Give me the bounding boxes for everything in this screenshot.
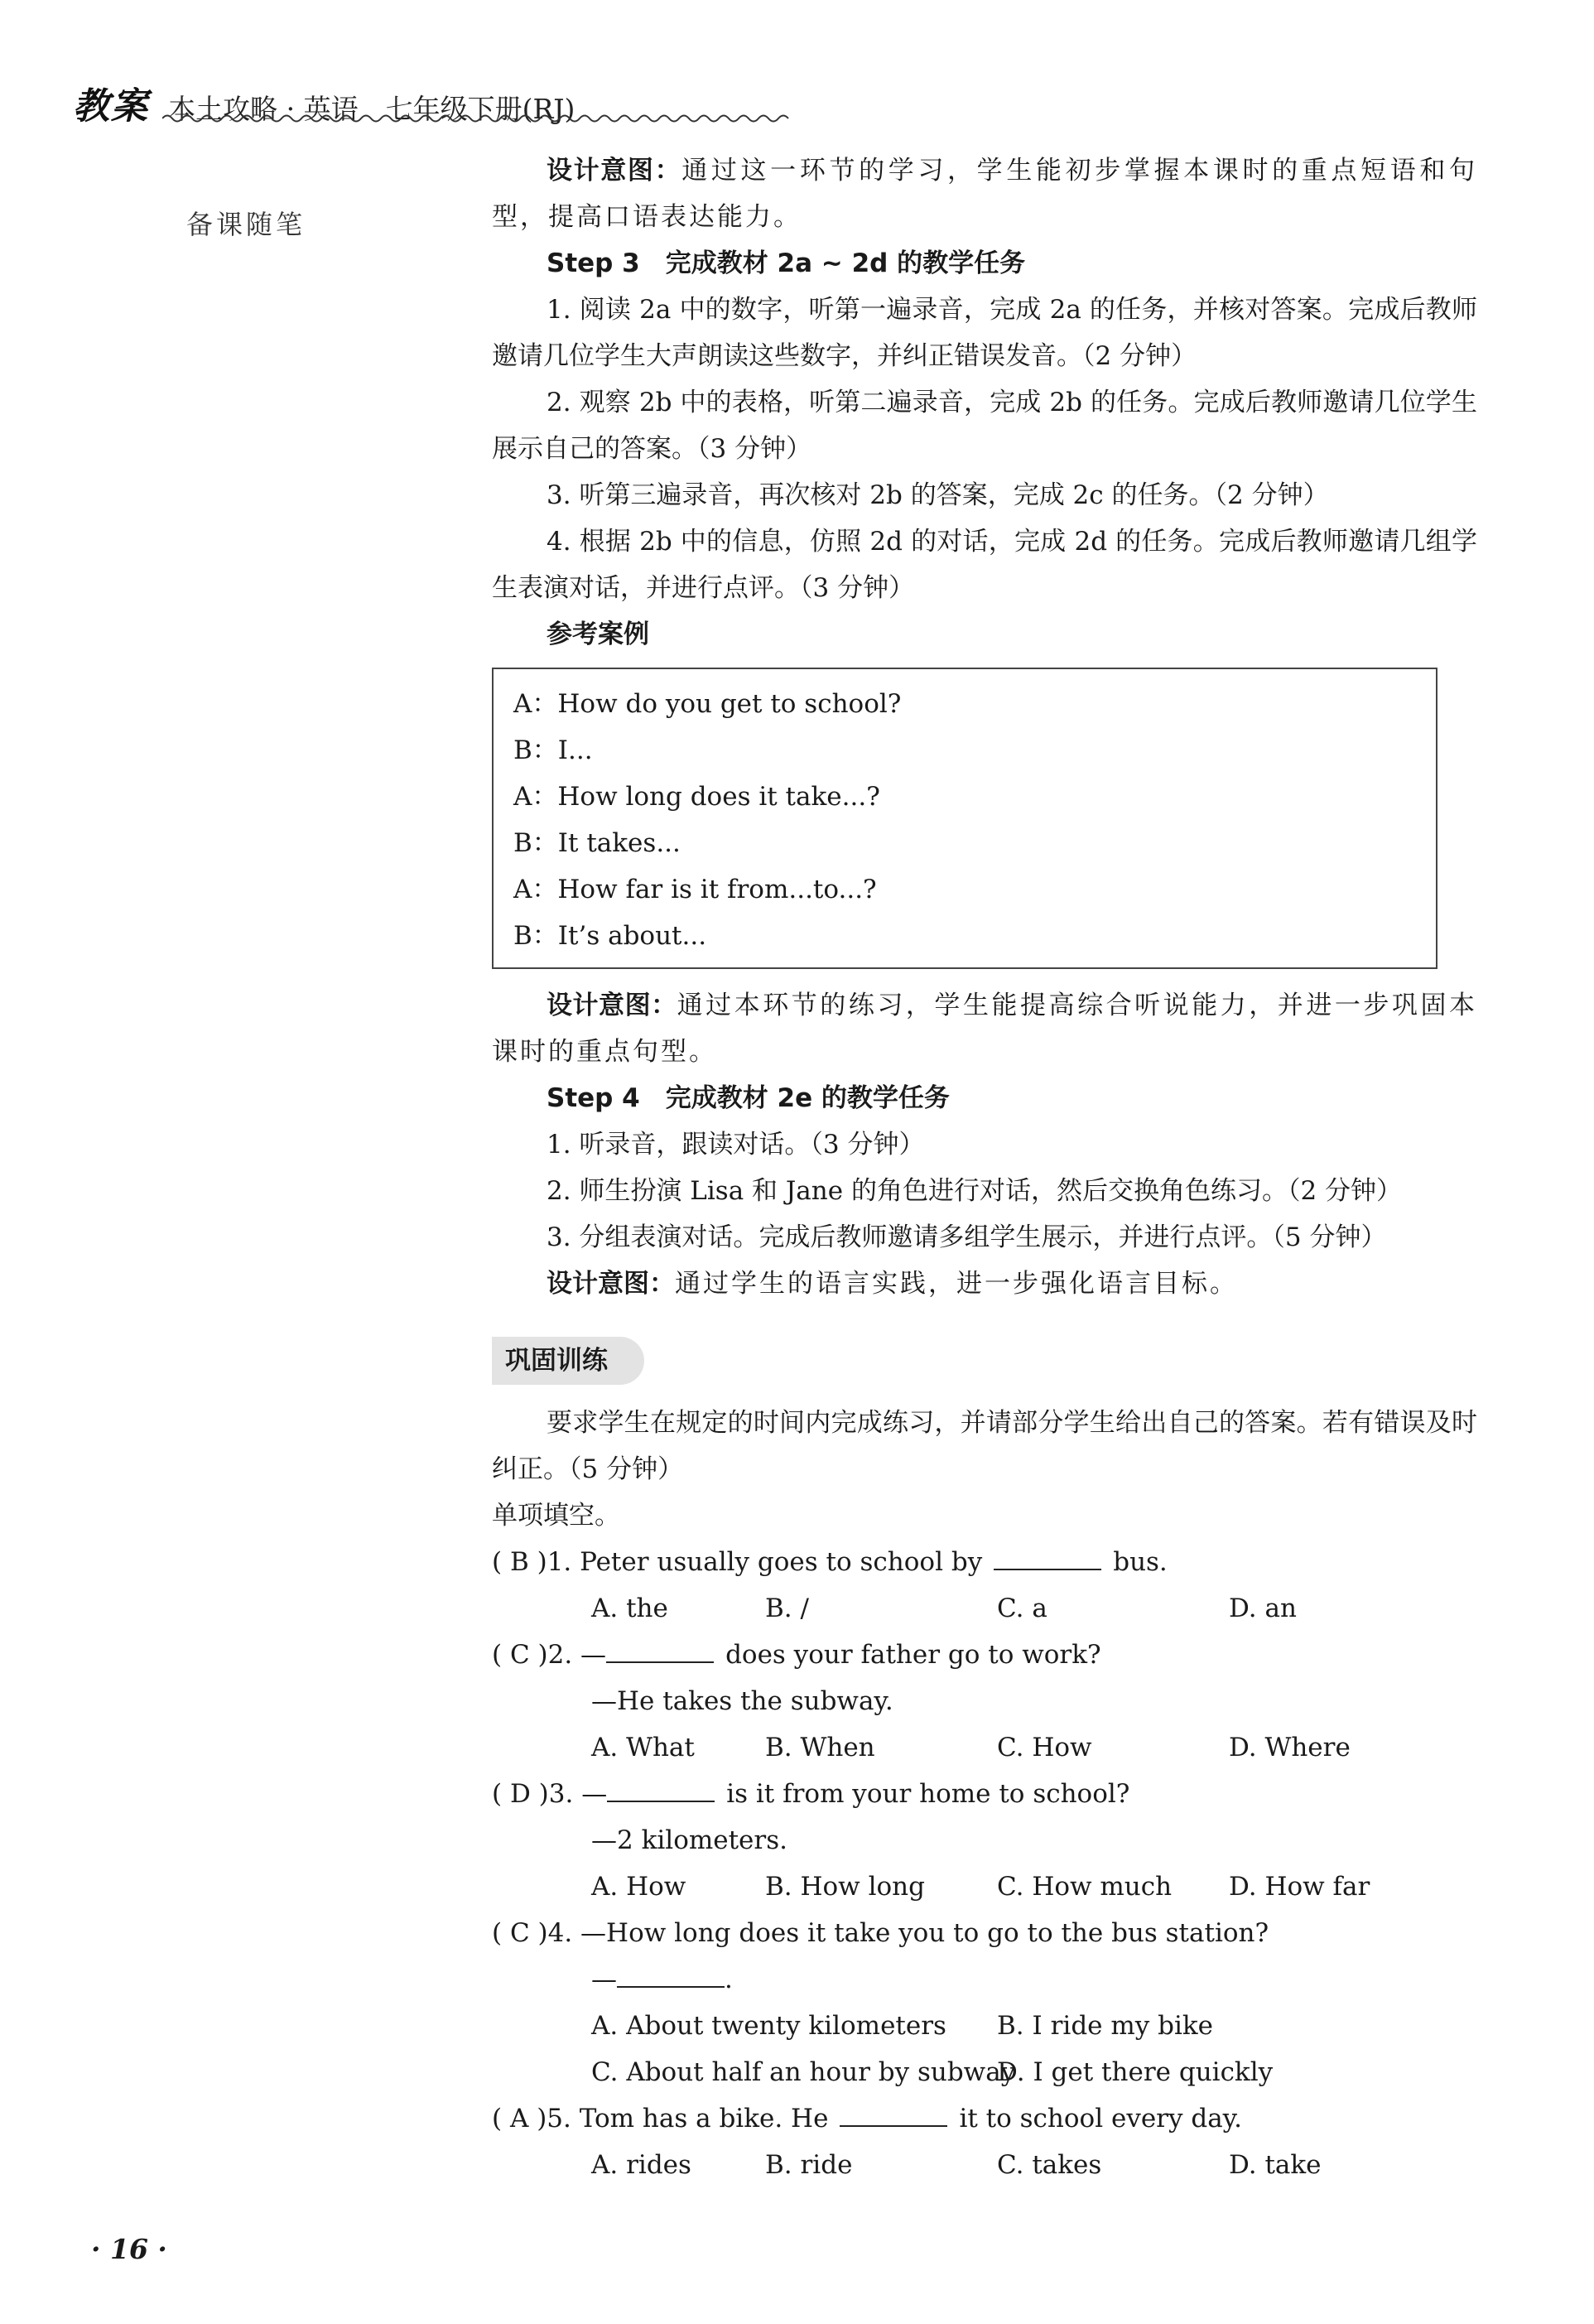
question-5 <box>492 2095 1477 2142</box>
option-a: A. rides <box>591 2150 691 2180</box>
dialogue-line: A：How far is it from...to...? <box>513 875 877 904</box>
option-a: A. the <box>591 1594 668 1623</box>
design-intent-text: 通过学生的语言实践，进一步强化语言目标。 <box>675 1269 1238 1299</box>
design-intent-label: 设计意图： <box>547 156 682 186</box>
question-stem-end: is it from your home to school? <box>726 1779 1130 1809</box>
question-4-options-row-1 <box>492 2003 1477 2049</box>
question-4-reply <box>492 1956 1477 2003</box>
reference-title: 参考案例 <box>547 620 649 649</box>
dialogue-line: B：It’s about... <box>513 921 707 951</box>
step3-item-4: 4. 根据 2b 中的信息，仿照 2d 的对话，完成 2d 的任务。完成后教师邀请几组学生表演对话，并进行点评。（3 分钟） <box>492 527 1477 603</box>
dialogue-line: A：How long does it take...? <box>513 782 880 812</box>
answer-blank <box>617 1961 725 1988</box>
question-answer: ( C ) <box>492 1918 548 1948</box>
question-1 <box>492 1539 1477 1585</box>
question-stem: 4. —How long does it take you to go to the bus station? <box>547 1918 1269 1948</box>
question-3-reply: —2 kilometers. <box>591 1825 787 1855</box>
reference-dialogue-box <box>492 668 1437 969</box>
design-intent-text: 通过这一环节的学习，学生能初步掌握本课时的重点短语和句型，提高口语表达能力。 <box>492 156 1478 232</box>
design-intent-2 <box>492 982 1477 1075</box>
option-c: C. a <box>997 1594 1047 1623</box>
question-answer: ( B ) <box>492 1547 547 1577</box>
option-a: A. About twenty kilometers <box>591 2011 946 2041</box>
design-intent-3 <box>492 1261 1477 1307</box>
option-c: C. takes <box>997 2150 1102 2180</box>
question-stem-end: bus. <box>1113 1547 1168 1577</box>
answer-blank <box>994 1544 1101 1570</box>
answer-blank <box>840 2100 947 2127</box>
option-b: B. I ride my bike <box>997 2011 1214 2041</box>
design-intent-label: 设计意图： <box>547 1269 675 1299</box>
option-d: D. an <box>1229 1594 1297 1623</box>
question-stem: 3. — <box>548 1779 608 1809</box>
question-stem: 5. Tom has a bike. He <box>547 2104 829 2134</box>
section-tag-practice: 巩固训练 <box>492 1337 644 1385</box>
question-answer: ( C ) <box>492 1640 548 1670</box>
question-2 <box>492 1632 1477 1678</box>
main-content <box>492 147 1477 2188</box>
question-stem: 2. — <box>547 1640 607 1670</box>
page-number: · 16 · <box>91 2233 167 2265</box>
practice-intro: 要求学生在规定的时间内完成练习，并请部分学生给出自己的答案。若有错误及时纠正。（5 分钟） <box>492 1408 1477 1484</box>
dialogue-line: B：I... <box>513 735 593 765</box>
answer-blank <box>607 1776 715 1802</box>
option-c: C. About half an hour by subway <box>591 2057 1016 2087</box>
question-answer: ( D ) <box>492 1779 549 1809</box>
question-4 <box>492 1910 1477 1956</box>
header-subtitle: 本土攻略 · 英语 七年级下册(RJ) <box>168 93 575 125</box>
option-b: B. / <box>765 1594 809 1623</box>
design-intent-text: 通过本环节的练习，学生能提高综合听说能力，并进一步巩固本课时的重点句型。 <box>492 991 1477 1067</box>
header-wave-underline <box>162 113 792 124</box>
step4-item-3: 3. 分组表演对话。完成后教师邀请多组学生展示，并进行点评。（5 分钟） <box>547 1222 1387 1252</box>
page-header <box>73 76 575 126</box>
option-a: A. How <box>591 1872 686 1902</box>
design-intent-label: 设计意图： <box>547 991 677 1020</box>
question-3 <box>492 1771 1477 1817</box>
option-c: C. How <box>997 1733 1092 1762</box>
option-d: D. How far <box>1229 1872 1370 1902</box>
question-3-options <box>492 1864 1477 1910</box>
header-brand: 教案 <box>73 85 149 128</box>
option-b: B. When <box>765 1733 875 1762</box>
question-5-options <box>492 2142 1477 2188</box>
option-d: D. Where <box>1229 1733 1351 1762</box>
question-stem-end: does your father go to work? <box>725 1640 1101 1670</box>
step4-item-1: 1. 听录音，跟读对话。（3 分钟） <box>547 1130 925 1160</box>
reply-dash: — <box>591 1965 617 1994</box>
margin-note: 备课随笔 <box>186 209 306 240</box>
practice-subtitle: 单项填空。 <box>492 1501 620 1531</box>
question-answer: ( A ) <box>492 2104 547 2134</box>
question-1-options <box>492 1585 1477 1632</box>
design-intent-1 <box>492 147 1477 240</box>
option-b: B. How long <box>765 1872 925 1902</box>
step3-item-1: 1. 阅读 2a 中的数字，听第一遍录音，完成 2a 的任务，并核对答案。完成后教师邀请几位学生大声朗读这些数字，并纠正错误发音。（2 分钟） <box>492 295 1477 371</box>
option-a: A. What <box>591 1733 695 1762</box>
option-b: B. ride <box>765 2150 853 2180</box>
question-4-options-row-2 <box>492 2049 1477 2095</box>
step3-item-2: 2. 观察 2b 中的表格，听第二遍录音，完成 2b 的任务。完成后教师邀请几位学生展示自己的答案。（3 分钟） <box>492 388 1477 464</box>
question-2-options <box>492 1724 1477 1771</box>
step3-title: Step 3 完成教材 2a ~ 2d 的教学任务 <box>547 248 1026 278</box>
reply-end: . <box>725 1965 733 1994</box>
step4-item-2: 2. 师生扮演 Lisa 和 Jane 的角色进行对话，然后交换角色练习。（2 分钟） <box>547 1176 1403 1206</box>
dialogue-line: A：How do you get to school? <box>513 689 902 719</box>
answer-blank <box>606 1637 714 1663</box>
question-stem: 1. Peter usually goes to school by <box>547 1547 983 1577</box>
option-c: C. How much <box>997 1872 1173 1902</box>
option-d: D. I get there quickly <box>997 2057 1274 2087</box>
question-stem-end: it to school every day. <box>959 2104 1242 2134</box>
question-2-reply: —He takes the subway. <box>591 1686 893 1716</box>
step3-item-3: 3. 听第三遍录音，再次核对 2b 的答案，完成 2c 的任务。（2 分钟） <box>547 480 1329 510</box>
dialogue-line: B：It takes... <box>513 828 681 858</box>
option-d: D. take <box>1229 2150 1322 2180</box>
step4-title: Step 4 完成教材 2e 的教学任务 <box>547 1083 950 1113</box>
